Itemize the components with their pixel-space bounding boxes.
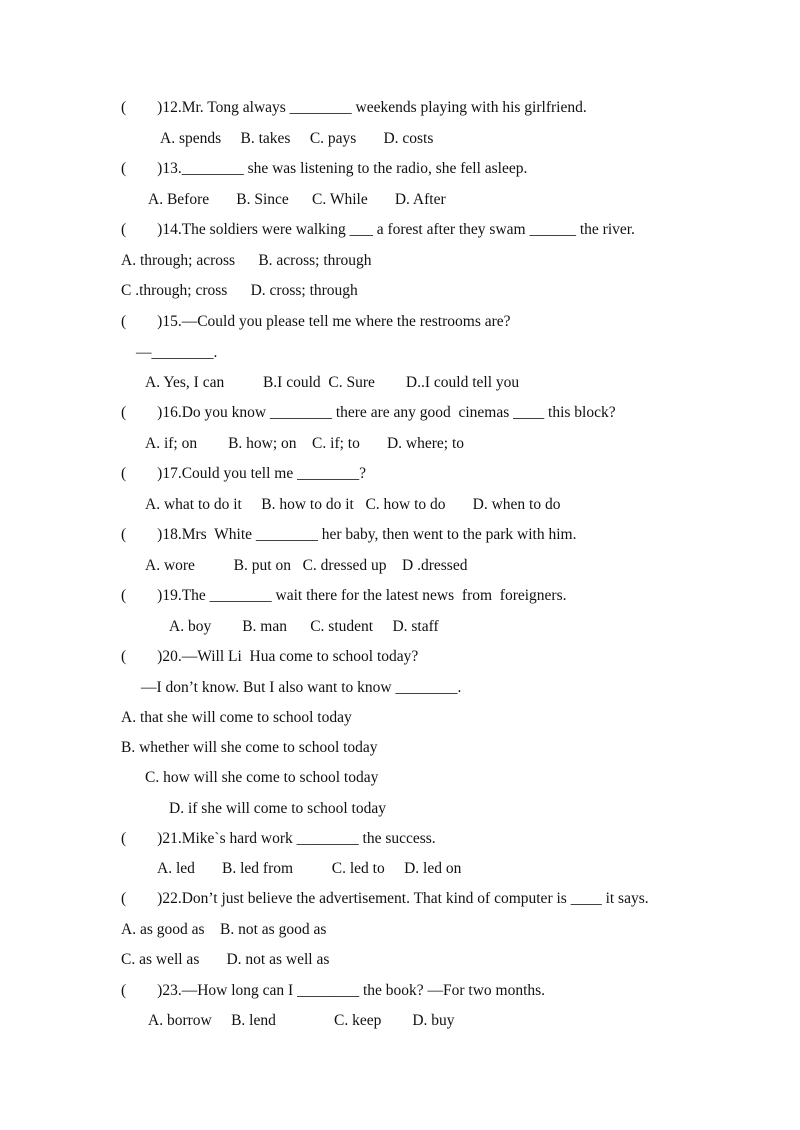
- question-20-stem: ( )20.—Will Li Hua come to school today?: [121, 648, 419, 665]
- question-17-options: A. what to do it B. how to do it C. how to do D. when to do: [145, 496, 561, 513]
- question-12-options: A. spends B. takes C. pays D. costs: [160, 130, 434, 147]
- question-22-stem: ( )22.Don’t just believe the advertisement. That kind of computer is ____ it says.: [121, 890, 649, 907]
- question-15-options: A. Yes, I can B.I could C. Sure D..I could tell you: [145, 374, 520, 391]
- question-15-stem: ( )15.—Could you please tell me where the restrooms are?: [121, 313, 511, 330]
- question-20-option-d: D. if she will come to school today: [169, 800, 386, 817]
- question-16-stem: ( )16.Do you know ________ there are any good cinemas ____ this block?: [121, 404, 616, 421]
- question-22-options-cd: C. as well as D. not as well as: [121, 951, 330, 968]
- question-18-stem: ( )18.Mrs White ________ her baby, then went to the park with him.: [121, 526, 577, 543]
- question-13-stem: ( )13.________ she was listening to the radio, she fell asleep.: [121, 160, 528, 177]
- question-20-response: —I don’t know. But I also want to know ________.: [141, 679, 462, 696]
- question-23-options: A. borrow B. lend C. keep D. buy: [148, 1012, 455, 1029]
- question-16-options: A. if; on B. how; on C. if; to D. where; to: [145, 435, 465, 452]
- question-20-option-c: C. how will she come to school today: [145, 769, 379, 786]
- question-19-stem: ( )19.The ________ wait there for the latest news from foreigners.: [121, 587, 567, 604]
- question-20-option-b: B. whether will she come to school today: [121, 739, 378, 756]
- question-14-stem: ( )14.The soldiers were walking ___ a forest after they swam ______ the river.: [121, 221, 635, 238]
- question-23-stem: ( )23.—How long can I ________ the book? —For two months.: [121, 982, 546, 999]
- question-20-option-a: A. that she will come to school today: [121, 709, 352, 726]
- question-22-options-ab: A. as good as B. not as good as: [121, 921, 327, 938]
- question-14-options-ab: A. through; across B. across; through: [121, 252, 372, 269]
- question-19-options: A. boy B. man C. student D. staff: [169, 618, 439, 635]
- question-12-stem: ( )12.Mr. Tong always ________ weekends playing with his girlfriend.: [121, 99, 587, 116]
- question-15-response: —________.: [136, 344, 218, 361]
- question-17-stem: ( )17.Could you tell me ________?: [121, 465, 366, 482]
- question-21-options: A. led B. led from C. led to D. led on: [157, 860, 462, 877]
- question-21-stem: ( )21.Mike`s hard work ________ the success.: [121, 830, 436, 847]
- question-13-options: A. Before B. Since C. While D. After: [148, 191, 446, 208]
- question-18-options: A. wore B. put on C. dressed up D .dressed: [145, 557, 468, 574]
- question-14-options-cd: C .through; cross D. cross; through: [121, 282, 358, 299]
